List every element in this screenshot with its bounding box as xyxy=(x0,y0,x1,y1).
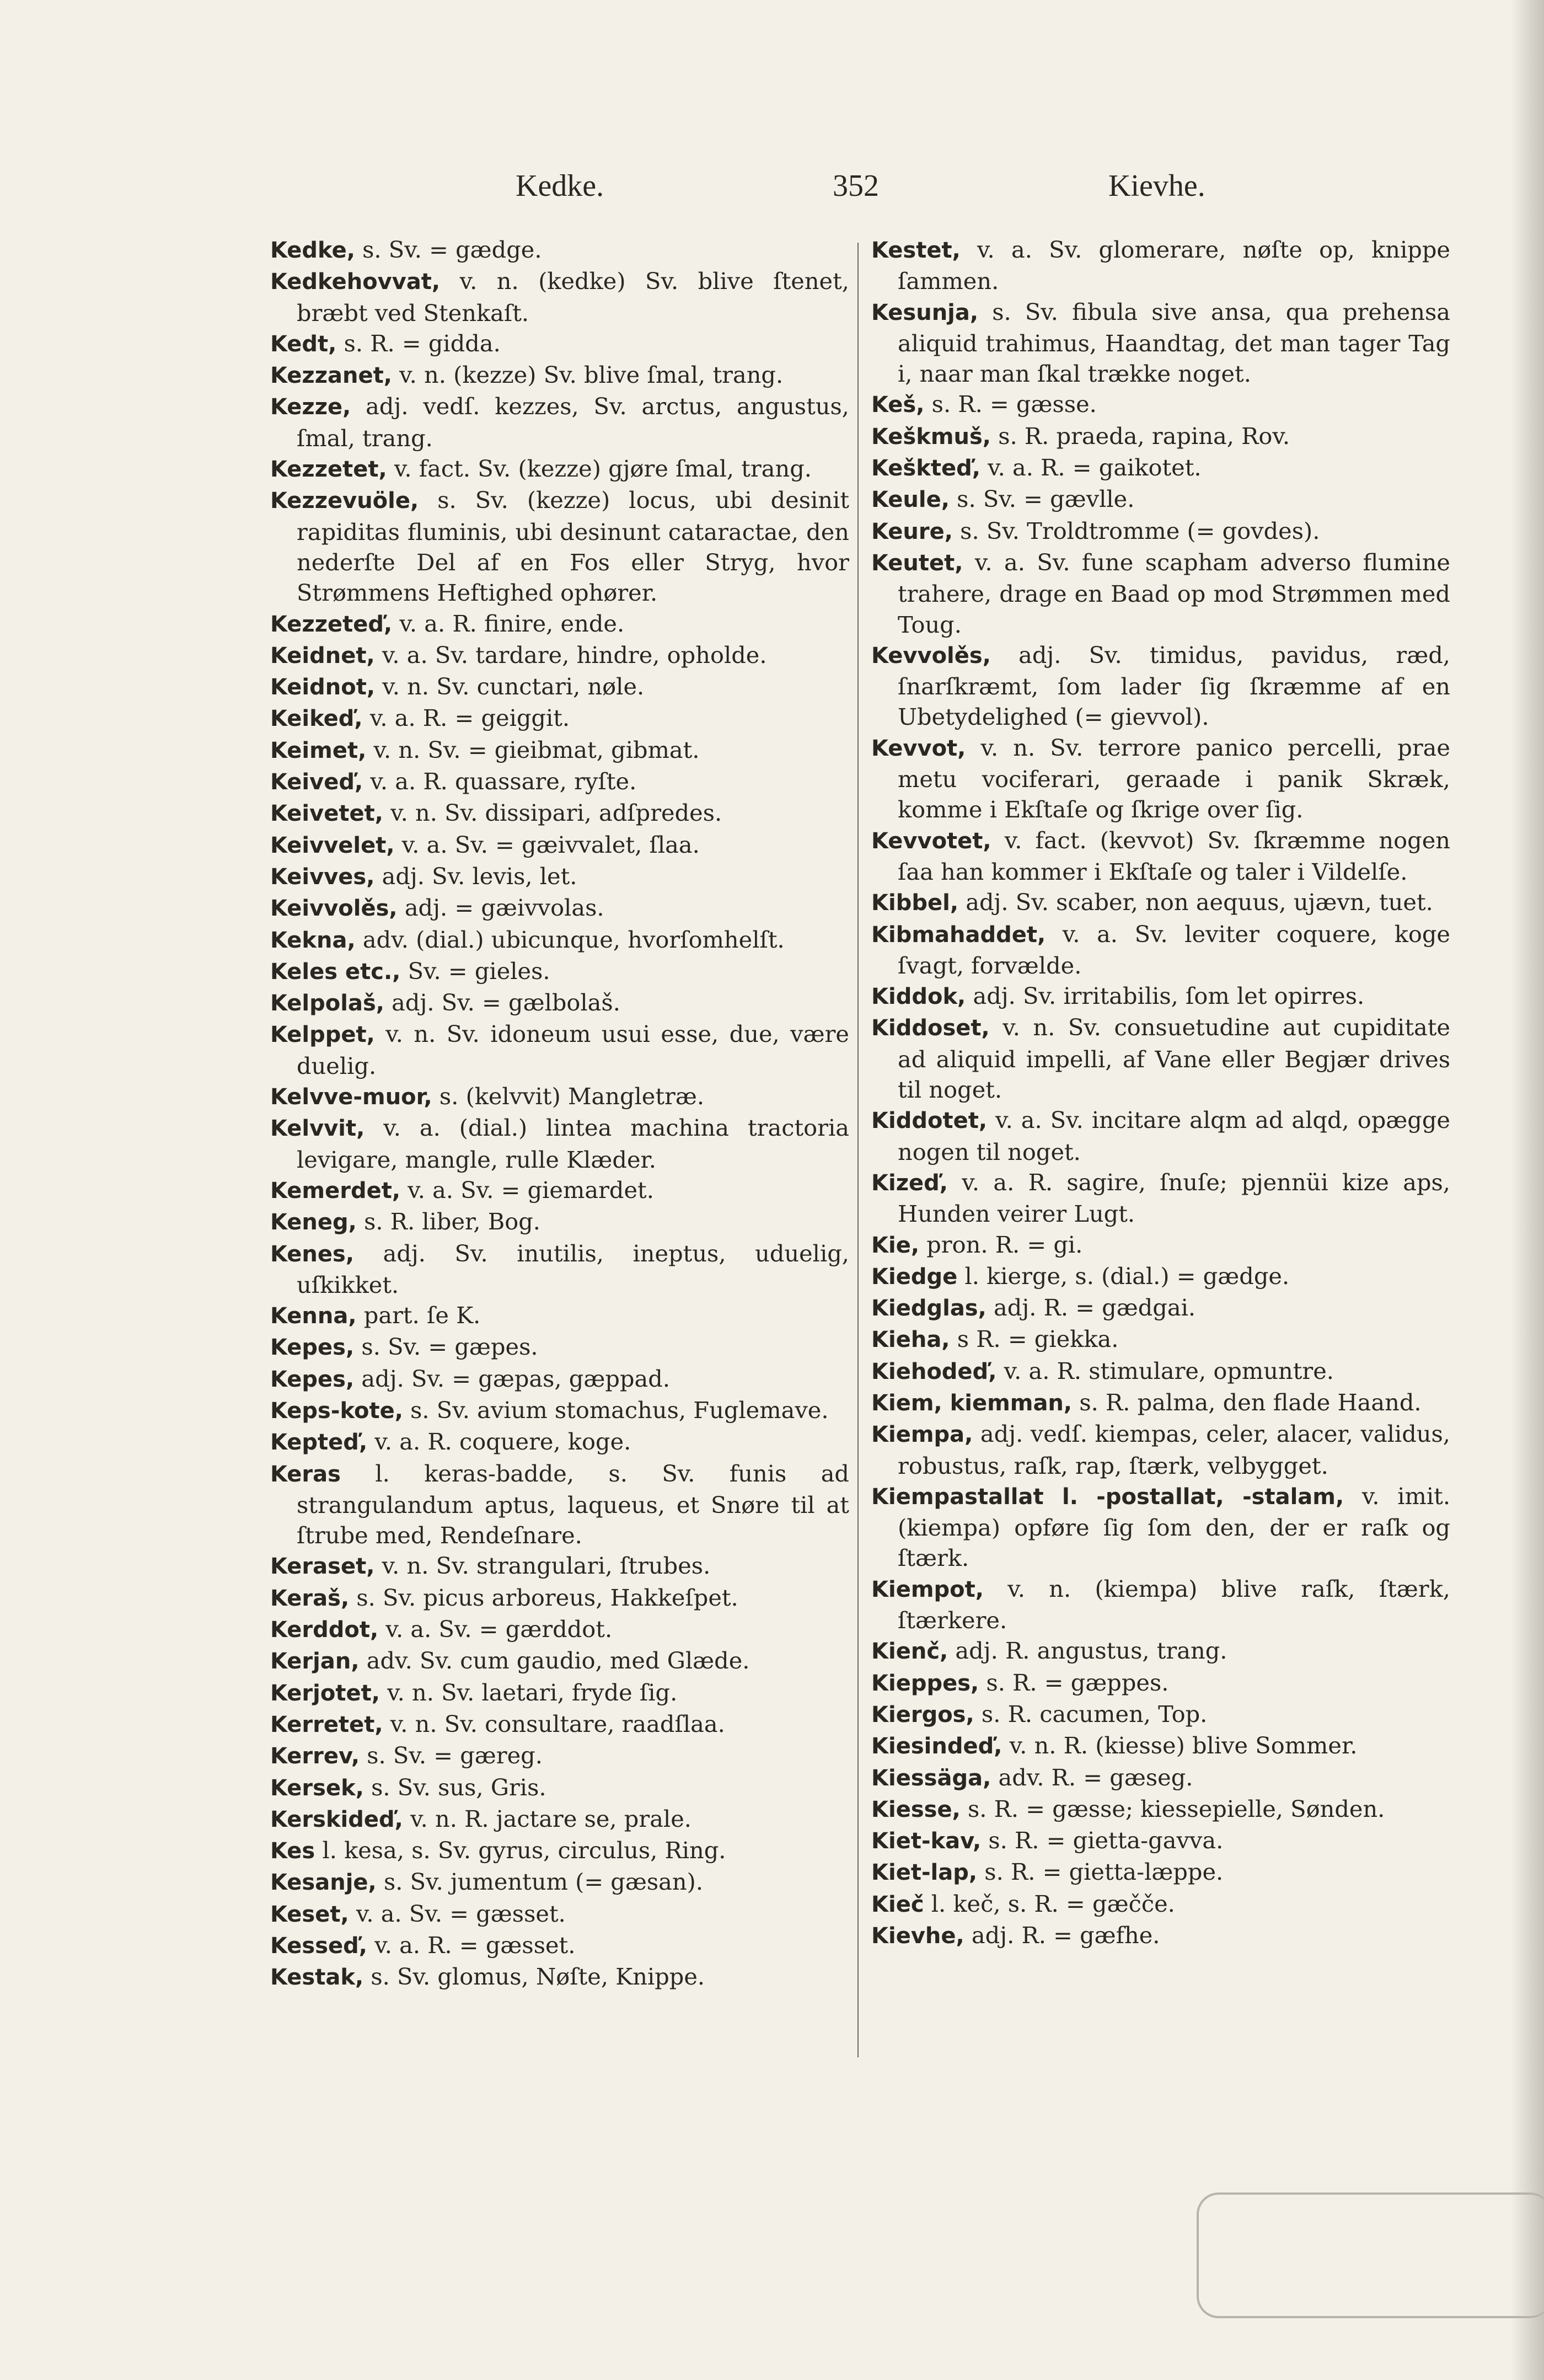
entry-definition: v. fact. Sv. (kezze) gjøre ſmal, trang. xyxy=(394,455,812,483)
entry-headword: Keutet, xyxy=(871,550,963,576)
entry-headword: Keivves, xyxy=(270,864,375,890)
page-number: 352 xyxy=(833,169,879,203)
dictionary-entry xyxy=(871,516,1450,547)
entry-definition: s. Sv. avium stomachus, Fuglemave. xyxy=(410,1396,829,1424)
dictionary-entry xyxy=(871,1889,1450,1920)
entry-definition: s. R. = gæsse. xyxy=(931,391,1097,418)
entry-headword: Keles etc., xyxy=(270,959,401,985)
entry-definition: adv. Sv. cum gaudio, med Glæde. xyxy=(366,1647,750,1675)
entry-headword: Keikeď, xyxy=(270,706,363,732)
entry-headword: Kevvotet, xyxy=(871,828,991,854)
entry-definition: s. R. = gietta-gavva. xyxy=(988,1827,1224,1854)
entry-definition: adj. Sv. irritabilis, ſom let opirres. xyxy=(973,982,1365,1010)
entry-definition: s. R. = gietta-læppe. xyxy=(984,1858,1224,1886)
entry-definition: v. a. R. sagire, ſnuſe; pjennüi kize aps, Hunden veirer Lugt. xyxy=(898,1168,1450,1228)
dictionary-entry xyxy=(871,1012,1450,1105)
dictionary-entry xyxy=(871,234,1450,297)
entry-headword: Keš, xyxy=(871,392,925,418)
entry-definition: s. Sv. picus arboreus, Hakkeſpet. xyxy=(356,1584,738,1611)
dictionary-entry xyxy=(270,892,849,924)
entry-definition: adj. R. angustus, trang. xyxy=(955,1637,1227,1665)
dictionary-entry xyxy=(270,1206,849,1238)
entry-definition: s. R. liber, Bog. xyxy=(364,1208,540,1236)
entry-headword: Keraš, xyxy=(270,1585,350,1611)
entry-definition: s. Sv. jumentum (= gæsan). xyxy=(383,1868,704,1896)
dictionary-entry xyxy=(270,703,849,734)
entry-headword: Kiddotet, xyxy=(871,1108,988,1134)
dictionary-entry xyxy=(270,328,849,360)
entry-headword: Kesanje, xyxy=(270,1870,377,1896)
entry-headword: Kepteď, xyxy=(270,1430,368,1456)
entry-headword: Kenes, xyxy=(270,1241,355,1267)
entry-definition: adj. Sv. inutilis, ineptus, uduelig, uſkikket. xyxy=(297,1239,849,1298)
entry-definition: adj. R. = gædgai. xyxy=(994,1294,1196,1322)
dictionary-entry xyxy=(270,1458,849,1551)
dictionary-entry xyxy=(871,1419,1450,1481)
entry-definition: v. n. Sv. = gieibmat, gibmat. xyxy=(373,736,700,763)
entry-definition: v. n. R. (kiesse) blive Sommer. xyxy=(1009,1732,1358,1759)
entry-headword: Keivvelet, xyxy=(270,832,395,858)
entry-definition: v. n. Sv. consuetudine aut cupiditate ad aliquid impelli, af Vane eller Begjær drives til noget. xyxy=(898,1014,1450,1104)
entry-definition: v. n. (kedke) Sv. blive ſtenet, bræbt ved Stenkaſt. xyxy=(297,268,849,327)
entry-definition: adj. R. = gæfhe. xyxy=(971,1922,1160,1949)
entry-headword: Keivetet, xyxy=(270,801,383,827)
entry-definition: v. a. Sv. = giemardet. xyxy=(408,1176,654,1204)
entry-headword: Kibmahaddet, xyxy=(871,922,1046,948)
entry-headword: Kiet-lap, xyxy=(871,1860,978,1886)
entry-headword: Kekna, xyxy=(270,927,356,953)
dictionary-entry xyxy=(270,1238,849,1301)
entry-definition: adj. Sv. = gæpas, gæppad. xyxy=(361,1365,671,1392)
dictionary-entry xyxy=(871,297,1450,389)
dictionary-entry xyxy=(270,956,849,987)
entry-headword: Kepes, xyxy=(270,1366,355,1392)
entry-definition: s. R. cacumen, Top. xyxy=(981,1700,1208,1727)
entry-headword: Kezzevuöle, xyxy=(270,488,419,514)
dictionary-entry xyxy=(270,1645,849,1677)
entry-definition: Sv. = gieles. xyxy=(408,957,550,985)
entry-definition: adj. Sv. timidus, pavidus, ræd, ſnarſkræmt, ſom lader ſig ſkræmme af en Ubetydelighed (= gievvol). xyxy=(898,641,1450,731)
entry-definition: v. a. Sv. incitare alqm ad alqd, opægge nogen til noget. xyxy=(898,1106,1450,1165)
entry-definition: s. Sv. (kezze) locus, ubi desinit rapiditas fluminis, ubi desinunt cataractae, den nederſte Del af en Fos eller Stryg, hvor Strømmens Heftighed ophører. xyxy=(297,486,849,607)
entry-definition: adj. Sv. levis, let. xyxy=(382,862,577,890)
entry-definition: v. n. Sv. strangulari, ſtrubes. xyxy=(382,1552,711,1580)
entry-definition: v. a. Sv. tardare, hindre, opholde. xyxy=(382,641,767,668)
entry-definition: v. a. R. = gaikotet. xyxy=(988,454,1202,482)
entry-headword: Kezzetet, xyxy=(270,457,387,483)
page-header xyxy=(0,168,1544,212)
dictionary-entry xyxy=(270,1582,849,1614)
entry-headword: Kibbel, xyxy=(871,890,959,916)
entry-headword: Kestak, xyxy=(270,1965,364,1991)
entry-headword: Kedkehovvat, xyxy=(270,269,441,295)
entry-headword: Kizeď, xyxy=(871,1170,948,1196)
dictionary-entry xyxy=(270,987,849,1019)
dictionary-entry xyxy=(871,1825,1450,1857)
dictionary-entry xyxy=(871,1481,1450,1574)
entry-headword: Kenna, xyxy=(270,1303,357,1329)
entry-headword: Kelvve-muor, xyxy=(270,1084,432,1110)
dictionary-entry xyxy=(270,1898,849,1930)
dictionary-entry xyxy=(270,640,849,671)
entry-headword: Keras xyxy=(270,1461,341,1487)
entry-definition: s. (kelvvit) Mangletræ. xyxy=(439,1083,705,1110)
entry-definition: s. Sv. = gævlle. xyxy=(957,485,1135,513)
entry-definition: l. kesa, s. Sv. gyrus, circulus, Ring. xyxy=(322,1837,726,1864)
entry-definition: s. Sv. fibula sive ansa, qua prehensa aliquid trahimus, Haandtag, det man tager Tag i, naar man ſkal trække noget. xyxy=(898,298,1450,388)
corner-tab-mark xyxy=(1197,2192,1544,2318)
entry-headword: Kiesse, xyxy=(871,1796,961,1822)
entry-definition: v. n. R. jactare se, prale. xyxy=(410,1805,691,1832)
entry-headword: Kemerdet, xyxy=(270,1178,401,1204)
entry-definition: v. n. Sv. idoneum usui esse, due, være duelig. xyxy=(297,1020,849,1079)
entry-headword: Kienč, xyxy=(871,1639,948,1665)
entry-headword: Kezzeteď, xyxy=(270,611,393,637)
entry-headword: Kelppet, xyxy=(270,1022,375,1048)
entry-headword: Keraset, xyxy=(270,1554,375,1580)
entry-headword: Kevvolěs, xyxy=(871,643,991,668)
entry-definition: v. a. Sv. leviter coquere, koge ſvagt, forvælde. xyxy=(898,920,1450,979)
dictionary-entry xyxy=(270,1175,849,1206)
dictionary-entry xyxy=(270,1772,849,1804)
dictionary-entry xyxy=(871,1229,1450,1261)
entry-headword: Kevvot, xyxy=(871,735,966,761)
entry-definition: s R. = giekka. xyxy=(957,1325,1119,1353)
entry-headword: Kes xyxy=(270,1838,315,1864)
dictionary-entry xyxy=(871,389,1450,420)
entry-headword: Kerretet, xyxy=(270,1712,383,1737)
entry-headword: Kestet, xyxy=(871,238,961,263)
column-divider xyxy=(857,243,859,2057)
dictionary-entry xyxy=(270,830,849,861)
entry-definition: l. kierge, s. (dial.) = gædge. xyxy=(964,1262,1290,1290)
dictionary-entry xyxy=(270,1740,849,1772)
entry-headword: Keškmuš, xyxy=(871,424,991,450)
dictionary-entry xyxy=(871,1261,1450,1292)
dictionary-entry xyxy=(270,1866,849,1898)
page-edge-shadow xyxy=(1511,0,1544,2380)
entry-headword: Kezzanet, xyxy=(270,363,392,389)
entry-headword: Keule, xyxy=(871,487,950,513)
dictionary-entry xyxy=(871,421,1450,452)
entry-headword: Keset, xyxy=(270,1901,349,1927)
entry-headword: Kepes, xyxy=(270,1335,355,1361)
entry-headword: Kiesindeď, xyxy=(871,1734,1002,1759)
dictionary-entry xyxy=(270,1395,849,1426)
entry-headword: Keimet, xyxy=(270,737,367,763)
entry-definition: adj. Sv. = gælbolaš. xyxy=(392,989,620,1017)
dictionary-entry xyxy=(270,1550,849,1582)
dictionary-entry xyxy=(270,1677,849,1709)
entry-headword: Kiet-kav, xyxy=(871,1828,982,1854)
entry-definition: s. Sv. = gæpes. xyxy=(361,1333,538,1361)
entry-headword: Kerddot, xyxy=(270,1617,379,1643)
dictionary-entry xyxy=(270,1331,849,1363)
entry-headword: Kiempa, xyxy=(871,1422,973,1448)
entry-definition: v. a. R. stimulare, opmuntre. xyxy=(1004,1357,1334,1384)
dictionary-entry xyxy=(270,1709,849,1740)
dictionary-entry xyxy=(871,1324,1450,1355)
dictionary-entry xyxy=(270,1019,849,1081)
entry-definition: s. R. palma, den flade Haand. xyxy=(1079,1388,1422,1416)
entry-headword: Keidnot, xyxy=(270,675,376,700)
dictionary-entry xyxy=(871,1292,1450,1324)
dictionary-entry xyxy=(871,825,1450,887)
entry-headword: Kiem, kiemman, xyxy=(871,1390,1073,1416)
header-left-guideword: Kedke. xyxy=(516,169,604,203)
entry-definition: adj. = gæivvolas. xyxy=(404,894,604,922)
dictionary-entry xyxy=(871,1667,1450,1699)
dictionary-entry xyxy=(871,1699,1450,1730)
entry-headword: Keiveď, xyxy=(270,769,363,795)
entry-headword: Kelvvit, xyxy=(270,1116,365,1142)
dictionary-entry xyxy=(270,1804,849,1835)
entry-headword: Kiehodeď, xyxy=(871,1359,997,1384)
entry-definition: v. a. R. finire, ende. xyxy=(399,609,625,637)
dictionary-entry xyxy=(871,919,1450,981)
entry-definition: v. a. R. = gæsset. xyxy=(374,1932,576,1959)
dictionary-entry xyxy=(270,924,849,956)
entry-headword: Kerrev, xyxy=(270,1743,360,1769)
entry-headword: Kie, xyxy=(871,1232,920,1258)
dictionary-entry xyxy=(871,1762,1450,1794)
dictionary-entry xyxy=(270,1835,849,1866)
entry-headword: Kieha, xyxy=(871,1327,950,1353)
dictionary-entry xyxy=(871,1635,1450,1667)
dictionary-entry xyxy=(270,861,849,892)
entry-definition: v. n. (kiempa) blive raſk, ſtærk, ſtærkere. xyxy=(898,1575,1450,1634)
dictionary-entry xyxy=(871,1574,1450,1636)
dictionary-entry xyxy=(871,640,1450,732)
header-right-guideword: Kievhe. xyxy=(1108,169,1205,203)
entry-headword: Keure, xyxy=(871,518,953,544)
entry-definition: v. a. Sv. = gæivvalet, ſlaa. xyxy=(401,831,700,858)
entry-headword: Kiddoset, xyxy=(871,1015,990,1041)
entry-headword: Kiergos, xyxy=(871,1702,974,1727)
dictionary-entry xyxy=(871,452,1450,484)
dictionary-entry xyxy=(270,798,849,829)
entry-definition: v. a. Sv. fune scapham adverso flumine trahere, drage en Baad op mod Strømmen med Toug. xyxy=(898,548,1450,638)
entry-definition: s. R. = gæppes. xyxy=(986,1668,1169,1696)
entry-headword: Kesseď, xyxy=(270,1933,367,1959)
entry-definition: s. Sv. glomus, Nøſte, Knippe. xyxy=(371,1963,705,1991)
entry-definition: s. Sv. Troldtromme (= govdes). xyxy=(960,517,1320,544)
entry-headword: Kiempot, xyxy=(871,1576,984,1602)
entry-headword: Keivvolěs, xyxy=(270,896,398,922)
entry-headword: Keps-kote, xyxy=(270,1398,403,1424)
left-column xyxy=(270,234,849,1993)
entry-headword: Kiedge xyxy=(871,1264,958,1290)
dictionary-entry xyxy=(270,266,849,328)
entry-headword: Kedt, xyxy=(270,331,337,357)
dictionary-entry xyxy=(871,1794,1450,1825)
dictionary-entry xyxy=(871,1387,1450,1419)
entry-definition: adv. (dial.) ubicunque, hvorſomhelſt. xyxy=(362,926,785,953)
entry-headword: Kieppes, xyxy=(871,1670,979,1696)
entry-definition: l. keras-badde, s. Sv. funis ad strangulandum aptus, laqueus, et Snøre til at ſtrube med, Rendeſnare. xyxy=(297,1459,849,1549)
dictionary-entry xyxy=(270,391,849,453)
dictionary-entry xyxy=(270,1081,849,1113)
entry-headword: Kelpolaš, xyxy=(270,991,384,1017)
dictionary-entry xyxy=(871,981,1450,1012)
dictionary-entry xyxy=(871,1857,1450,1888)
entry-definition: v. a. Sv. glomerare, nøſte op, knippe ſammen. xyxy=(898,236,1450,295)
dictionary-entry xyxy=(270,671,849,703)
entry-headword: Kerskideď, xyxy=(270,1806,403,1832)
entry-headword: Kerjan, xyxy=(270,1649,360,1675)
entry-definition: v. n. Sv. cunctari, nøle. xyxy=(382,673,645,700)
entry-definition: v. imit. (kiempa) opføre ſig ſom den, der er raſk og ſtærk. xyxy=(898,1482,1451,1572)
right-column xyxy=(871,234,1450,1951)
entry-headword: Kieč xyxy=(871,1891,924,1917)
entry-definition: v. a. R. coquere, koge. xyxy=(374,1428,631,1456)
entry-definition: v. a. Sv. = gærddot. xyxy=(385,1616,613,1643)
dictionary-entry xyxy=(871,547,1450,640)
entry-definition: s. Sv. = gæreg. xyxy=(367,1742,543,1769)
dictionary-entry xyxy=(270,234,849,266)
entry-headword: Kerjotet, xyxy=(270,1680,380,1706)
entry-headword: Kievhe, xyxy=(871,1923,964,1949)
entry-definition: v. n. Sv. laetari, fryde ſig. xyxy=(387,1678,678,1706)
entry-definition: v. n. Sv. consultare, raadſlaa. xyxy=(390,1710,725,1737)
entry-headword: Kiddok, xyxy=(871,984,966,1010)
entry-headword: Kesunja, xyxy=(871,299,979,325)
entry-headword: Kezze, xyxy=(270,394,351,420)
entry-definition: v. a. Sv. = gæsset. xyxy=(356,1900,566,1927)
entry-definition: v. n. (kezze) Sv. blive ſmal, trang. xyxy=(399,361,784,389)
dictionary-entry xyxy=(270,608,849,640)
dictionary-entry xyxy=(270,766,849,798)
entry-headword: Kiempastallat l. -postallat, -stalam, xyxy=(871,1484,1344,1510)
entry-definition: s. R. = gæsse; kiessepielle, Sønden. xyxy=(967,1795,1385,1822)
dictionary-entry xyxy=(270,1426,849,1458)
dictionary-entry xyxy=(270,1363,849,1395)
entry-headword: Kiessäga, xyxy=(871,1765,991,1791)
entry-headword: Kedke, xyxy=(270,238,355,263)
entry-headword: Keškteď, xyxy=(871,456,980,482)
dictionary-entry xyxy=(270,1300,849,1331)
dictionary-entry xyxy=(270,360,849,391)
entry-definition: v. n. Sv. dissipari, adſpredes. xyxy=(390,799,722,827)
entry-definition: part. ſe K. xyxy=(363,1302,481,1329)
entry-definition: s. Sv. sus, Gris. xyxy=(371,1773,546,1801)
dictionary-entry xyxy=(871,732,1450,825)
entry-headword: Kersek, xyxy=(270,1775,364,1801)
entry-headword: Keneg, xyxy=(270,1210,357,1236)
dictionary-entry xyxy=(871,1167,1450,1229)
entry-headword: Kiedglas, xyxy=(871,1296,987,1322)
entry-definition: adv. R. = gæseg. xyxy=(998,1763,1193,1791)
entry-headword: Keidnet, xyxy=(270,643,375,668)
entry-definition: adj. Sv. scaber, non aequus, ujævn, tuet. xyxy=(966,889,1433,916)
entry-definition: v. n. Sv. terrore panico percelli, prae metu vociferari, geraade i panik Skræk, komme i Ekſtaſe og ſkrige over ſig. xyxy=(898,734,1450,823)
dictionary-entry xyxy=(270,485,849,608)
dictionary-entry xyxy=(270,1930,849,1961)
dictionary-entry xyxy=(270,735,849,766)
dictionary-entry xyxy=(871,1105,1450,1167)
entry-definition: pron. R. = gi. xyxy=(926,1231,1083,1258)
dictionary-entry xyxy=(871,1356,1450,1387)
entry-definition: adj. vedſ. kiempas, celer, alacer, validus, robustus, raſk, rap, ſtærk, velbygget. xyxy=(898,1420,1450,1479)
entry-definition: v. a. (dial.) lintea machina tractoria levigare, mangle, rulle Klæder. xyxy=(297,1114,849,1173)
dictionary-entry xyxy=(270,1614,849,1645)
entry-definition: v. fact. (kevvot) Sv. ſkræmme nogen ſaa han kommer i Ekſtaſe og taler i Vildelſe. xyxy=(898,826,1450,885)
entry-definition: l. keč, s. R. = gæčče. xyxy=(931,1890,1175,1917)
entry-definition: v. a. R. quassare, ryſte. xyxy=(370,768,637,795)
dictionary-entry xyxy=(270,1961,849,1993)
dictionary-entry xyxy=(871,887,1450,918)
entry-definition: adj. vedſ. kezzes, Sv. arctus, angustus, ſmal, trang. xyxy=(297,393,849,452)
dictionary-entry xyxy=(871,484,1450,515)
entry-definition: s. Sv. = gædge. xyxy=(362,236,542,263)
entry-definition: s. R. = gidda. xyxy=(344,329,501,357)
dictionary-entry xyxy=(871,1920,1450,1951)
dictionary-entry xyxy=(270,1113,849,1175)
dictionary-entry xyxy=(270,453,849,485)
entry-definition: s. R. praeda, rapina, Rov. xyxy=(998,422,1290,450)
entry-definition: v. a. R. = geiggit. xyxy=(369,704,570,732)
dictionary-entry xyxy=(871,1730,1450,1762)
